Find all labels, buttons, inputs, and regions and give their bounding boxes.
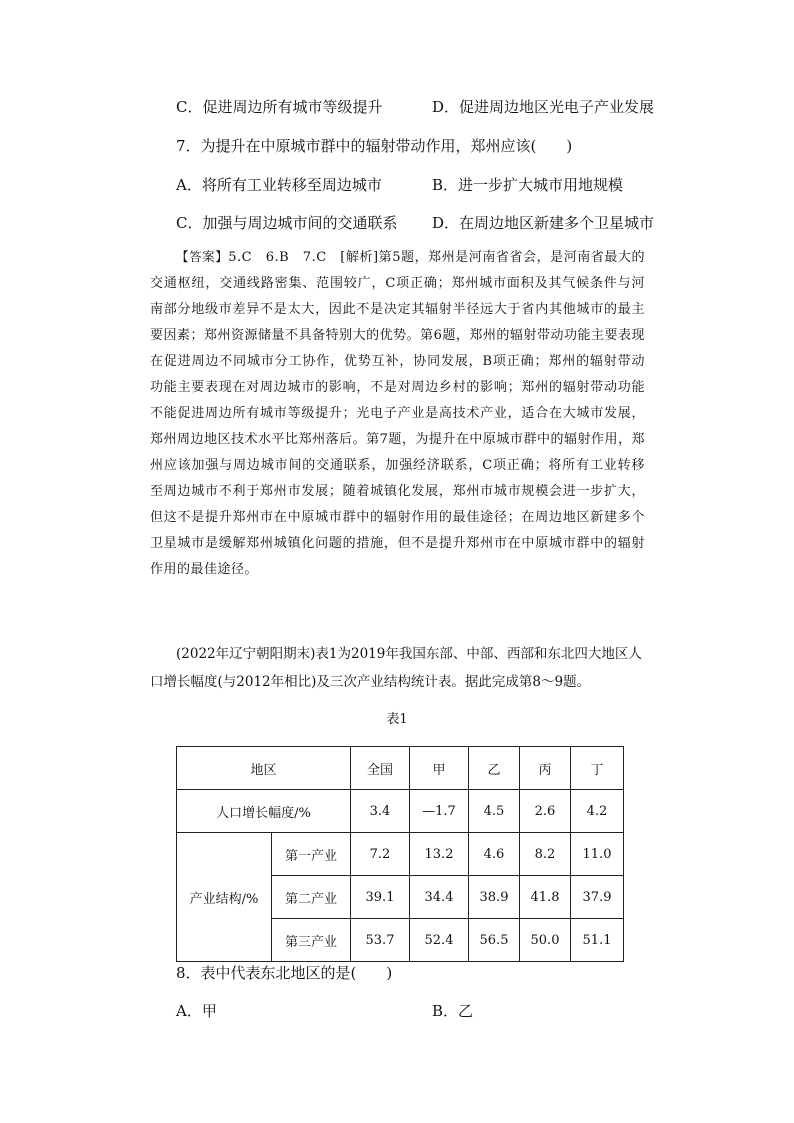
answer-text: 5.C 6.B 7.C [解析]第5题，郑州是河南省省会，是河南省最大的交通枢纽，交通线路密集、范围较广，C项正确；郑州城市面积及其气候条件与河南部分地级市差异不是太大，因此不是决定其辐射半径远大于省内其他城市的最主要因素；郑州资源储量不具备特别大的优势。第6题，郑州的辐射带动功能主要表现在促进周边不同城市分工协作，优势互补，协同发展，B项正确；郑州的辐射带动功能主要表现在对周边城市的影响，不是对周边乡村的影响；郑州的辐射带动功能不能促进周边所有城市等级提升；光电子产业是高技术产业，适合在大城市发展，郑州周边地区技术水平比郑州落后。第7题，为提升在中原城市群中的辐射作用，郑州应该加强与周边城市间的交通联系，加强经济联系，C项正确；将所有工业转移至周边城市不利于郑州市发展；随着城镇化发展，郑州市城市规模会进一步扩大，但这不是提升郑州市在中原城市群中的辐射作用的最佳途径；在周边地区新建多个卫星城市是缓解郑州城镇化问题的措施，但不是提升郑州市在中原城市群中的辐射作用的最佳途径。 — [150, 250, 645, 577]
table-cell: —1.7 — [410, 790, 469, 833]
table-cell: 38.9 — [469, 876, 520, 919]
table-cell: 53.7 — [351, 919, 410, 962]
q7-option-b: B．进一步扩大城市用地规模 — [432, 176, 624, 194]
q8-option-b: B．乙 — [432, 1002, 474, 1020]
table-header-row — [177, 747, 624, 790]
table-cell: 56.5 — [469, 919, 520, 962]
table-caption: 表1 — [386, 712, 408, 727]
q7-option-c: C．加强与周边城市间的交通联系 — [176, 214, 398, 232]
q7-option-d: D．在周边地区新建多个卫星城市 — [432, 214, 655, 232]
table-cell: 13.2 — [410, 833, 469, 876]
table-cell: 4.6 — [469, 833, 520, 876]
table-cell: 4.5 — [469, 790, 520, 833]
intro-text: (2022年辽宁朝阳期末)表1为2019年我国东部、中部、西部和东北四大地区人口增长幅度(与2012年相比)及三次产业结构统计表。据此完成第8～9题。 — [150, 646, 642, 690]
table-cell: 34.4 — [410, 876, 469, 919]
table-cell: 4.2 — [571, 790, 624, 833]
table-cell: 3.4 — [351, 790, 410, 833]
struct-label: 产业结构/% — [177, 833, 272, 962]
intro-paragraph — [150, 640, 645, 696]
answer-block — [150, 244, 645, 583]
table-cell: 51.1 — [571, 919, 624, 962]
col-header: 甲 — [410, 747, 469, 790]
col-header: 乙 — [469, 747, 520, 790]
q6-option-c: C．促进周边所有城市等级提升 — [176, 98, 383, 116]
q7-option-a: A．将所有工业转移至周边城市 — [176, 176, 382, 194]
q6-option-d: D．促进周边地区光电子产业发展 — [432, 98, 655, 116]
row-label: 第一产业 — [272, 833, 351, 876]
row-label: 第二产业 — [272, 876, 351, 919]
table-cell: 11.0 — [571, 833, 624, 876]
col-header: 全国 — [351, 747, 410, 790]
table-row — [177, 790, 624, 833]
data-table — [176, 746, 624, 962]
q8-option-a: A．甲 — [176, 1002, 217, 1020]
row-label: 第三产业 — [272, 919, 351, 962]
pop-label: 人口增长幅度/% — [177, 790, 351, 833]
col-header: 丁 — [571, 747, 624, 790]
table-cell: 8.2 — [520, 833, 571, 876]
col-header: 丙 — [520, 747, 571, 790]
answer-label: 【答案】 — [176, 249, 229, 264]
table-cell: 50.0 — [520, 919, 571, 962]
table-cell: 41.8 — [520, 876, 571, 919]
table-cell: 2.6 — [520, 790, 571, 833]
table-row — [177, 833, 624, 876]
table-cell: 37.9 — [571, 876, 624, 919]
table-cell: 39.1 — [351, 876, 410, 919]
region-header: 地区 — [177, 747, 351, 790]
table-cell: 7.2 — [351, 833, 410, 876]
q8-stem: 8．表中代表东北地区的是( ) — [176, 964, 393, 982]
table-cell: 52.4 — [410, 919, 469, 962]
q7-stem: 7．为提升在中原城市群中的辐射带动作用，郑州应该( ) — [176, 137, 573, 155]
